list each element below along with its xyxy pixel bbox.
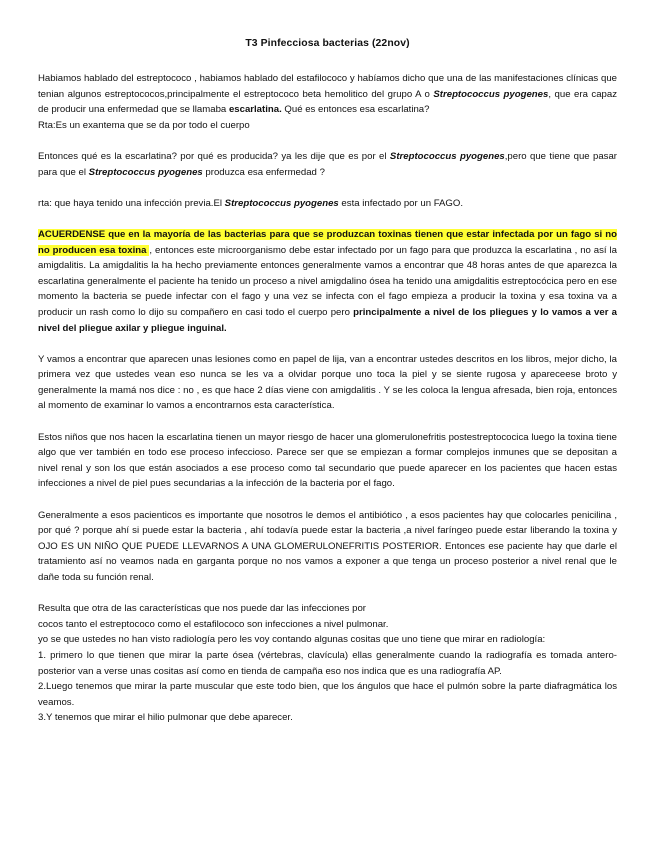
paragraph-intro (38, 71, 617, 133)
species-name: Streptococcus pyogenes (389, 150, 505, 162)
species-name: Streptococcus pyogenes (433, 88, 549, 100)
paragraph-fago (38, 227, 617, 336)
species-name: Streptococcus pyogenes (224, 197, 339, 209)
paragraph-antibiotico: Generalmente a esos pacienticos es importante que nosotros le demos el antibiótico , a esos pacientes hay que colocarles penicilina , por qué ? porque ahí si puede estar la bacteria , ahí todavía puede estar la bacteria ,a nivel faríngeo puede estar liberando la toxina y OJO ES UN NIÑO QUE PUEDE LLEVARNOS A UNA GLOMERULONEFRITIS POSTERIOR. Entonces ese paciente hay que darle el tratamiento así no veamos nada en garganta porque no nos vamos a exponer a que tenga un proceso posterior a nivel renal que le dañe toda su función renal. (38, 509, 617, 583)
paragraph-radiologia (38, 601, 617, 648)
paragraph-answer (38, 196, 617, 212)
text-run: , que era capaz de producir una enfermedad que se llamaba (38, 88, 618, 116)
text-line: yo se que ustedes no han visto radiología pero les voy contando algunas cositas que uno tiene que mirar en radiología: (38, 634, 546, 646)
text-line: Resulta que otra de las características que nos puede dar las infecciones por (38, 603, 366, 615)
text-run: rta: que haya tenido una infección previa.El (38, 197, 225, 209)
text-run: ,pero que tiene que pasar para que el (38, 150, 618, 178)
list-item-1: 1. primero lo que tienen que mirar la parte ósea (vértebras, clavícula) ellas generalmente cuando la radiografía es tomada antero-posterior van a verse unas cositas así como en tienda de campaña eso nos indica que es una radiografía AP. (38, 649, 617, 677)
bold-text: principalmente a nivel de los pliegues y lo vamos a ver a nivel del pliegue axilar y pliegue inguinal. (38, 306, 617, 334)
text-run: produzca esa enfermedad ? (202, 166, 325, 178)
document-title: T3 Pinfecciosa bacterias (22nov) (245, 38, 410, 49)
text-run: Habiamos hablado del estreptococo , habiamos hablado del estafilococo y habíamos dicho que una de las manifestaciones clínicas que tenian algunos estreptococos,principalmente el estreptococo beta hemolitico del grupo A o (38, 73, 617, 100)
answer-line: Rta:Es un exantema que se da por todo el cuerpo (38, 119, 250, 131)
species-name: Streptococcus pyogenes (88, 166, 203, 178)
text-run: , entonces este microorganismo debe estar infectado por un fago para que produzca la escarlatina , no así la amigdalitis. La amigdalitis la ha hecho previamente entonces generalmente vamos a encontrar que 48 horas antes de que aparezca la escarlatina generalmente el paciente ha tenido un proceso a nivel amigdalino ósea ha tenido una amigdalitis estreptocócica pero en ese momento la bacteria se puede infectar con el fago y una vez se infecta con el fago empieza a producir la toxina y esa toxina va a producir un rash como lo dijo su compañero en casi todo el cuerpo pero (38, 244, 617, 318)
list-item-2: 2.Luego tenemos que mirar la parte muscular que este todo bien, que los ángulos que hace el pulmón sobre la parte diafragmática los veamos. (38, 681, 617, 708)
paragraph-glomerulonefritis: Estos niños que nos hacen la escarlatina tienen un mayor riesgo de hacer una glomerulonefritis postestreptococica luego la toxina tiene algo que ver también en todo ese proceso infeccioso. Parece ser que se empiezan a formar complejos inmunes que se depositan a nivel renal y son los que están asociados a ese proceso como tal secundario que puede aparecer en los pacientes que hacen estas infecciones a nivel de piel pues secundarias a la infección de la bacteria por el fago. (38, 431, 617, 490)
text-run: esta infectado por un FAGO. (338, 197, 464, 209)
paragraph-question (38, 149, 617, 180)
paragraph-lesiones: Y vamos a encontrar que aparecen unas lesiones como en papel de lija, van a encontrar ustedes descritos en los libros, mejor dicho, la primera vez que ustedes vean eso nunca se les va a olvidar porque uno toca la piel y se siente rugosa y apareceese broto y generalmente la mamá nos dice : no , es que hace 2 días viene con amigdalitis . Y se les coloca la lengua afresada, bien roja, entonces al momento de examinar lo vamos a encontrarnos esta característica. (38, 353, 617, 412)
text-run: Entonces qué es la escarlatina? por qué es producida? ya les dije que es por el (38, 150, 390, 162)
highlighted-text: ACUERDENSE que en la mayoría de las bacterias para que se produzcan toxinas tienen que estar infectada por un fago si no no producen esa toxina (38, 228, 617, 256)
list-item-3: 3.Y tenemos que mirar el hilio pulmonar que debe aparecer. (38, 712, 293, 724)
text-line: cocos tanto el estreptococo como el estafilococo son infecciones a nivel pulmonar. (38, 618, 389, 630)
bold-term: escarlatina. (228, 104, 282, 116)
text-run: Qué es entonces esa escarlatina? (281, 104, 430, 116)
